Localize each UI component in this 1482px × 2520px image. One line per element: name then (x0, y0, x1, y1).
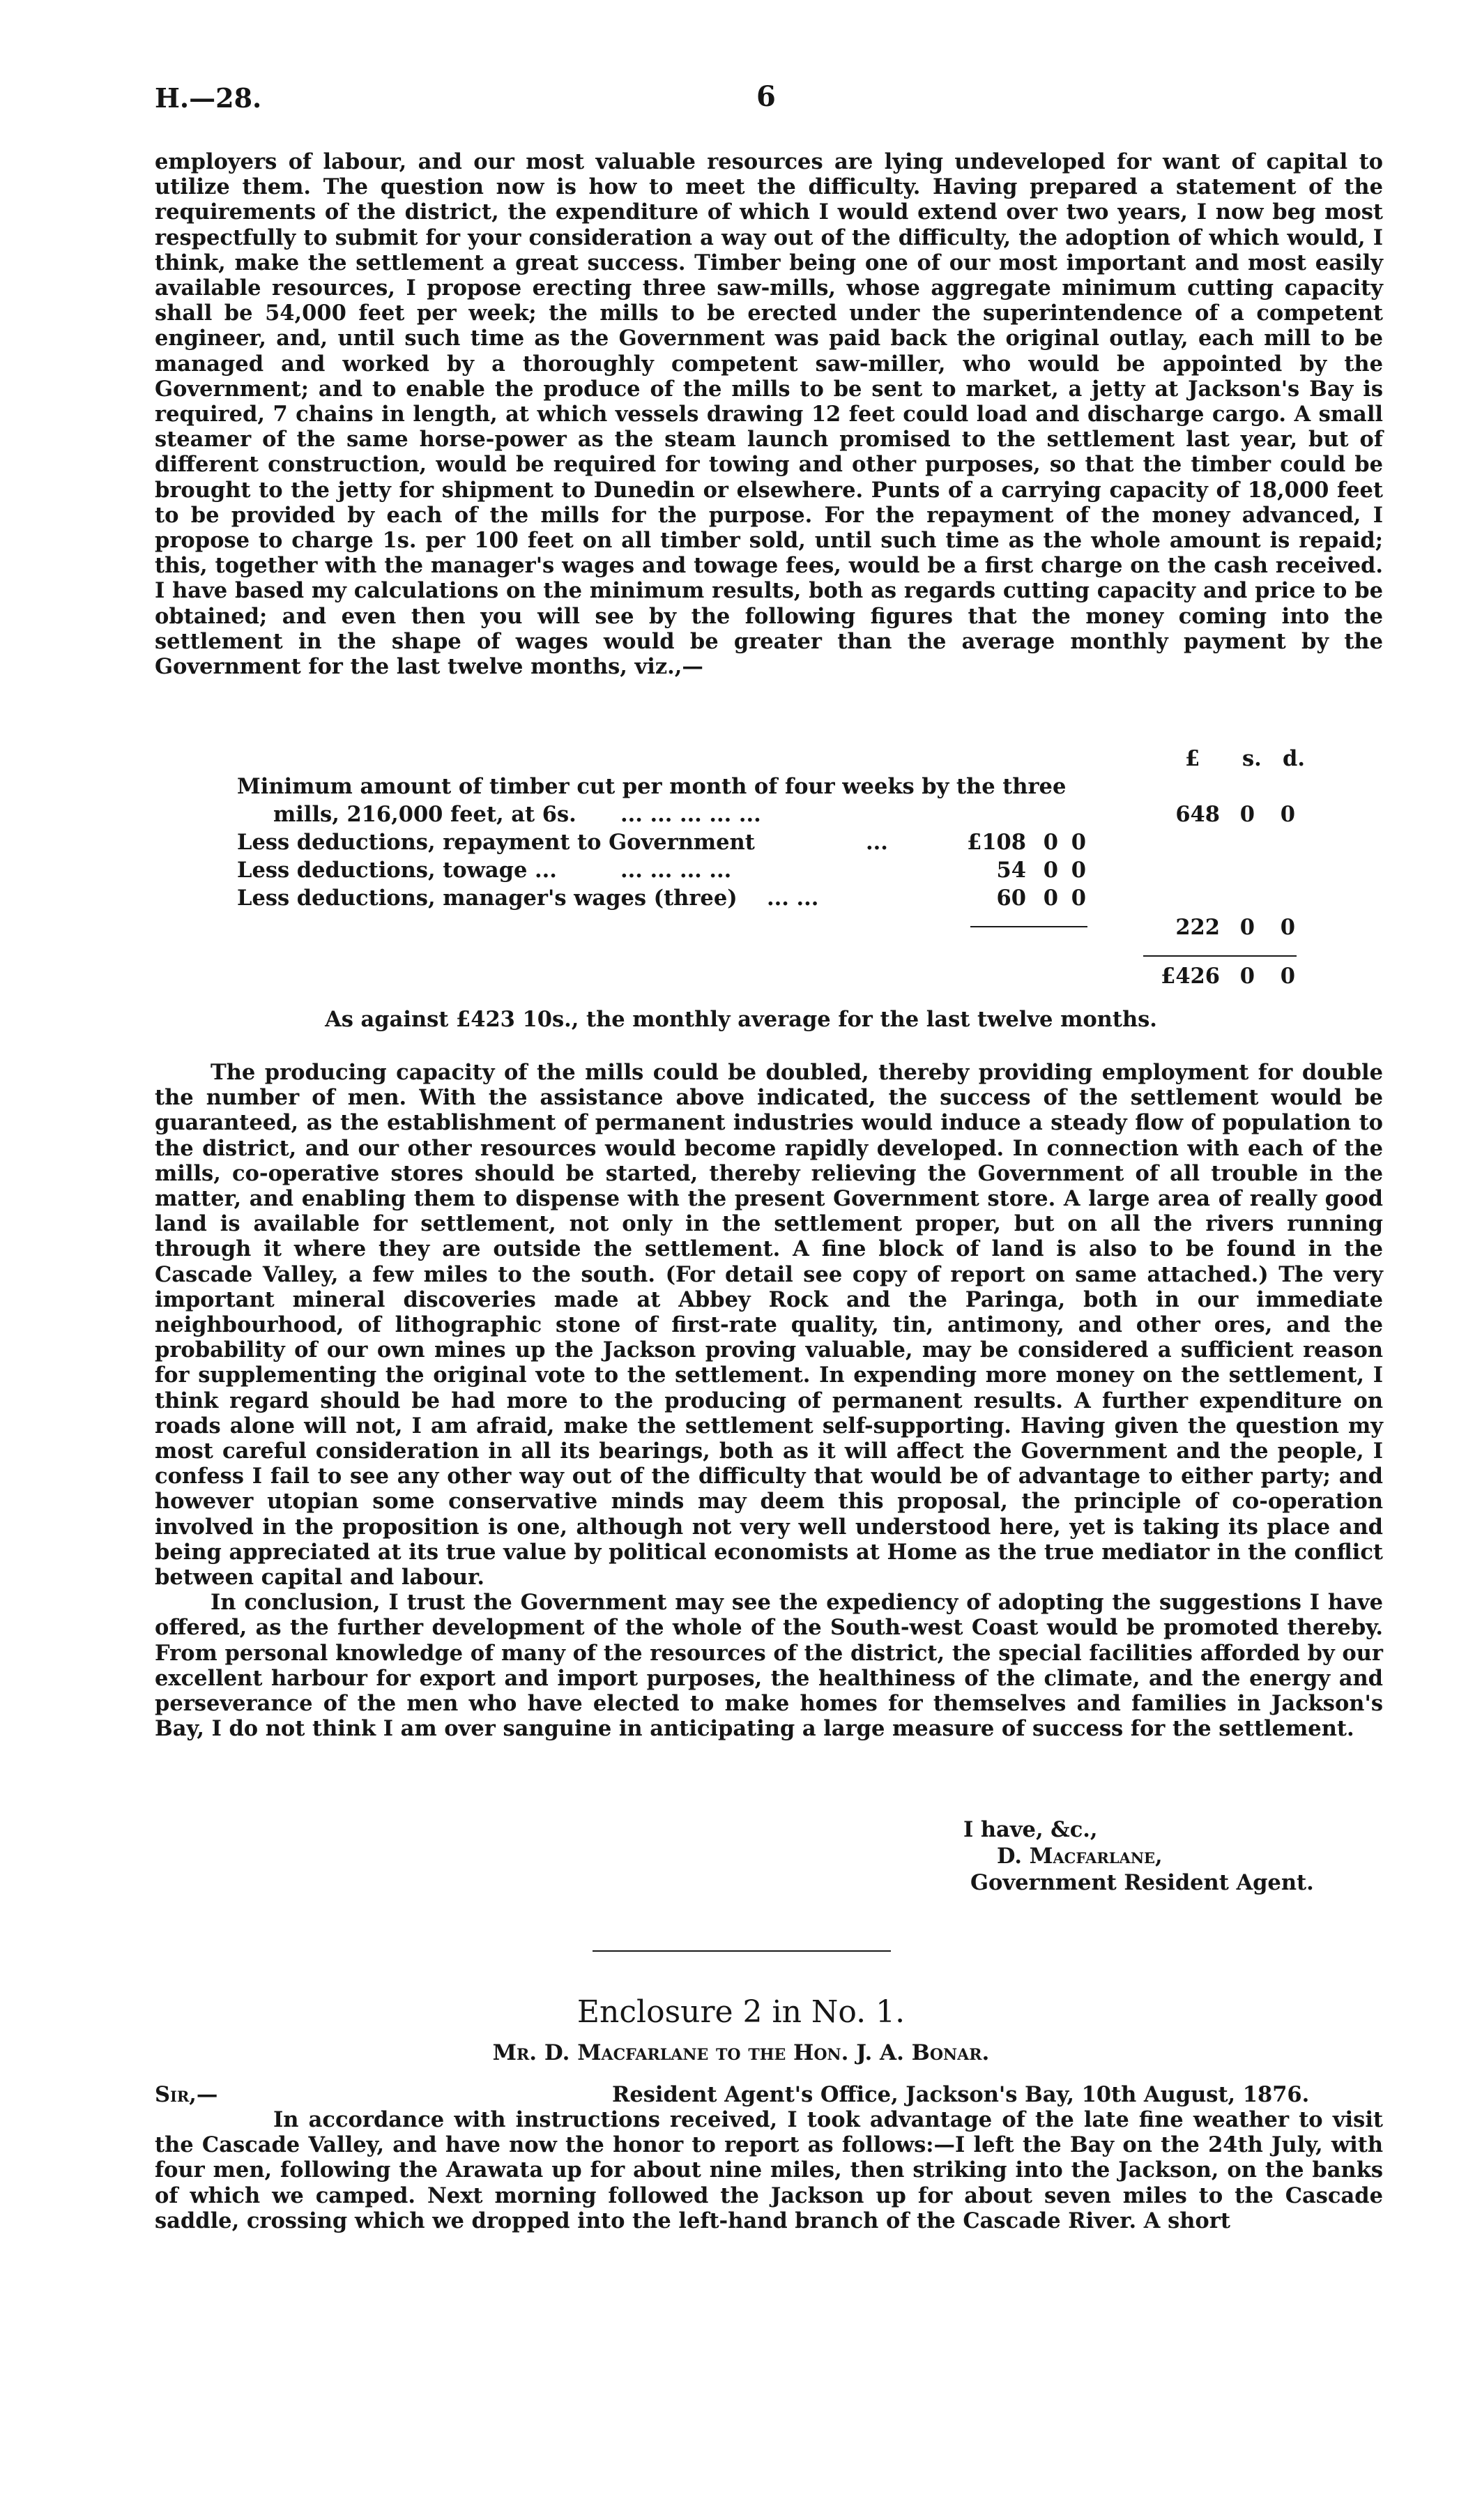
value-pounds: 222 (1175, 915, 1220, 940)
row-dots: ... ... (767, 886, 819, 911)
enclosure-body (155, 2107, 1383, 2233)
signature: D. Macfarlane, (997, 1844, 1163, 1869)
value-shillings: 0 (1043, 830, 1058, 855)
value-shillings: 0 (1239, 964, 1255, 989)
paragraph: employers of labour, and our most valuable resources are lying undeveloped for want of capital to utilize them. The question now is how to meet the difficulty. Having prepared a statement of the requirements of the district, the expenditure of which I would extend over two years, I now beg most respectfully to submit for your consideration a way out of the difficulty, the adoption of which would, I think, make the settlement a great success. Timber being one of our most important and most easily available resources, I propose erecting three saw-mills, whose aggregate minimum cutting capacity shall be 54,000 feet per week; the mills to be erected under the superintendence of a competent engineer, and, until such time as the Government was paid back the original outlay, each mill to be managed and worked by a thoroughly competent saw-miller, who would be appointed by the Government; and to enable the produce of the mills to be sent to market, a jetty at Jackson's Bay is required, 7 chains in length, at which vessels drawing 12 feet could load and discharge cargo. A small steamer of the same horse-power as the steam launch promised to the settlement last year, but of different construction, would be required for towing and other purposes, so that the timber could be brought to the jetty for shipment to Dunedin or elsewhere. Punts of a carrying capacity of 18,000 feet to be provided by each of the mills for the purpose. For the repayment of the money advanced, I propose to charge 1s. per 100 feet on all timber sold, until such time as the whole amount is repaid; this, together with the manager's wages and towage fees, would be a first charge on the cash received. I have based my calculations on the minimum results, both as regards cutting capacity and price to be obtained; and even then you will see by the following figures that the money coming into the settlement in the shape of wages would be greater than the average monthly payment by the Government for the last twelve months, viz.,— (155, 149, 1383, 680)
value-pence: 0 (1071, 830, 1086, 855)
row-dots: ... (866, 830, 888, 855)
value-pounds: £108 (967, 830, 1026, 855)
section-divider (593, 1950, 891, 1952)
row-label: mills, 216,000 feet, at 6s. (273, 802, 576, 827)
enclosure-heading: Enclosure 2 in No. 1. (576, 1994, 906, 2030)
row-dots: ... ... ... ... (620, 858, 732, 883)
enclosure-subheading: Mr. D. Macfarlane to the Hon. J. A. Bonar. (492, 2040, 990, 2065)
row-label: Minimum amount of timber cut per month of four weeks by the three (237, 774, 1067, 799)
column-headers (0, 746, 1482, 774)
value-shillings: 0 (1043, 858, 1058, 883)
total-rule (1143, 955, 1297, 957)
table-row-total (0, 964, 1482, 992)
dateline: Resident Agent's Office, Jackson's Bay, 10th August, 1876. (612, 2082, 1310, 2107)
page-number: 6 (756, 80, 776, 113)
row-label: Less deductions, towage ... (237, 858, 557, 883)
value-shillings: 0 (1239, 802, 1255, 827)
value-pounds: 648 (1175, 802, 1220, 827)
value-pence: 0 (1071, 886, 1086, 911)
value-pence: 0 (1280, 964, 1295, 989)
table-row (0, 858, 1482, 886)
value-pounds: 60 (996, 886, 1026, 911)
col-shillings: s. (1242, 746, 1262, 771)
paragraph: The producing capacity of the mills could be doubled, thereby providing employment for double the number of men. With the assistance above indicated, the success of the settlement would be guaranteed, as the establishment of permanent industries would induce a steady flow of population to the district, and our other resources would become rapidly developed. In connection with each of the mills, co-operative stores should be started, thereby relieving the Government of all trouble in the matter, and enabling them to dispense with the present Government store. A large area of really good land is available for settlement, not only in the settlement proper, but on all the rivers running through it where they are outside the settlement. A fine block of land is also to be found in the Cascade Valley, a few miles to the south. (For detail see copy of report on same attached.) The very important mineral discoveries made at Abbey Rock and the Paringa, both in our immediate neighbourhood, of lithographic stone of first-rate quality, tin, antimony, and other ores, and the probability of our own mines up the Jackson proving valuable, may be considered a sufficient reason for supplementing the original vote to the settlement. In expending more money on the settlement, I think regard should be had more to the producing of permanent results. A further expenditure on roads alone will not, I am afraid, make the settlement self-supporting. Having given the question my most careful consideration in all its bearings, both as it will affect the Government and the people, I confess I fail to see any other way out of the difficulty that would be of advantage to either party; and however utopian some conservative minds may deem this proposal, the principle of co-operation involved in the proposition is one, although not very well understood here, yet is taking its place and being appreciated at its true value by political economists at Home as the true mediator in the conflict between capital and labour. (155, 1060, 1383, 1591)
value-pounds: £426 (1161, 964, 1220, 989)
row-label: Less deductions, repayment to Government (237, 830, 755, 855)
value-pounds: 54 (996, 858, 1026, 883)
signature-title: Government Resident Agent. (970, 1870, 1314, 1895)
table-row (0, 830, 1482, 858)
letter-body-bottom (155, 1060, 1383, 1741)
comparison-line: As against £423 10s., the monthly average for the last twelve months. (325, 1007, 1157, 1032)
col-pence: d. (1283, 746, 1305, 771)
row-dots: ... ... ... ... ... (620, 802, 761, 827)
letter-body-top (155, 149, 1383, 679)
table-row (0, 774, 1482, 802)
document-id: H.—28. (155, 82, 262, 114)
row-label: Less deductions, manager's wages (three) (237, 886, 738, 911)
closing: I have, &c., (963, 1817, 1098, 1842)
value-pence: 0 (1280, 802, 1295, 827)
table-row (0, 886, 1482, 913)
table-row (0, 802, 1482, 830)
col-pounds: £ (1185, 746, 1200, 771)
value-pence: 0 (1071, 858, 1086, 883)
table-row (0, 915, 1482, 943)
salutation: Sir,— (155, 2082, 218, 2107)
value-shillings: 0 (1239, 915, 1255, 940)
paragraph: In accordance with instructions received, I took advantage of the late fine weather to visit the Cascade Valley, and have now the honor to report as follows:—I left the Bay on the 24th July, with four men, following the Arawata up for about nine miles, then striking into the Jackson, on the banks of which we camped. Next morning followed the Jackson up for about seven miles to the Cascade saddle, crossing which we dropped into the left-hand branch of the Cascade River. A short (155, 2107, 1383, 2233)
paragraph: In conclusion, I trust the Government may see the expediency of adopting the suggestions I have offered, as the further development of the whole of the South-west Coast would be promoted thereby. From personal knowledge of many of the resources of the district, the special facilities afforded by our excellent harbour for export and import purposes, the healthiness of the climate, and the energy and perseverance of the men who have elected to make homes for themselves and families in Jackson's Bay, I do not think I am over sanguine in anticipating a large measure of success for the settlement. (155, 1590, 1383, 1742)
value-pence: 0 (1280, 915, 1295, 940)
value-shillings: 0 (1043, 886, 1058, 911)
